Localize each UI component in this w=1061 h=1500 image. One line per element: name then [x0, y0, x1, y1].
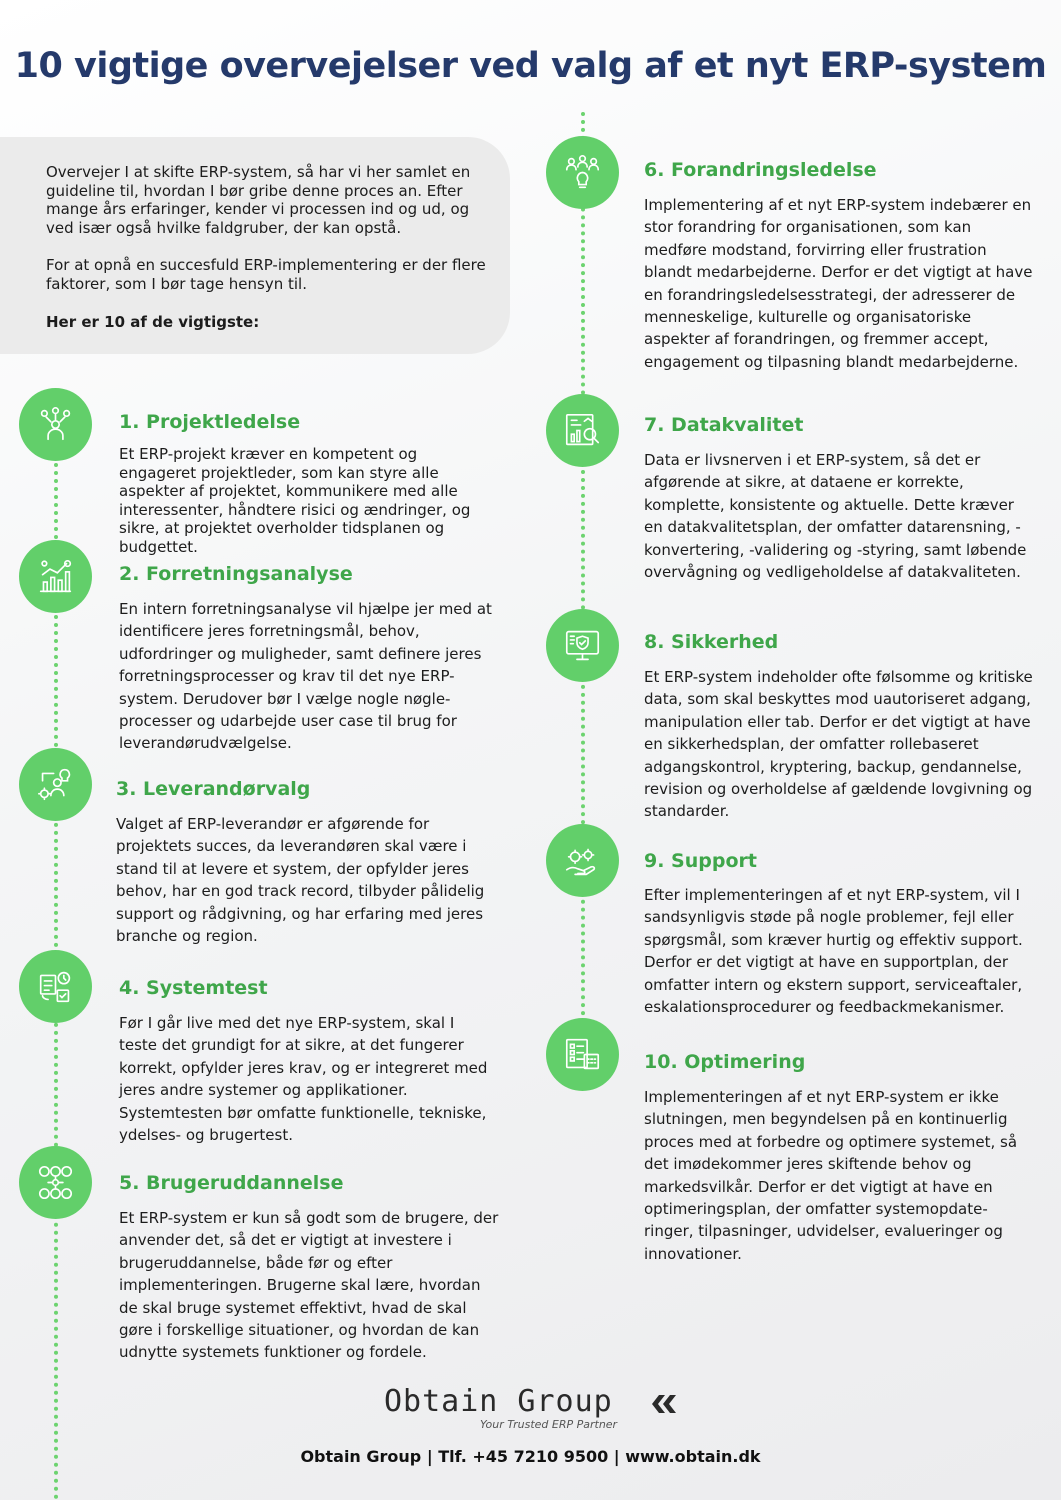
item-10-heading: 10. Optimering — [644, 1051, 806, 1073]
item-5-body: Et ERP-system er kun så godt som de brugere, der anvender det, så det er vigtigt at investere i brugeruddannelse, både før og efter implementeringen. Brugerne skal lære, hvordan de skal bruge systemet effektivt, hvad de skal gøre i forskellige situationer, og hvordan de kan udnytte systemets funktioner og fordele. — [119, 1209, 499, 1362]
user-network-icon — [19, 1146, 92, 1219]
item-7-heading: 7. Datakvalitet — [644, 414, 804, 436]
item-6-body: Implementering af et nyt ERP-system indebærer en stor forandring for organisationen, som kan medføre modstand, forvirring eller frustration blandt medarbejderne. Derfor er det vigtigt at have en forandringsledelsesstrategi, der adresserer de menneskelige, kulturelle og organisatoriske aspekter af forandringen, og fremmer accept, engagement og tilpasning blandt medarbejderne. — [644, 196, 1033, 371]
planning-board-icon — [546, 1018, 619, 1091]
item-4-body: Før I går live med det nye ERP-system, skal I teste det grundigt for at sikre, at det fungerer korrekt, opfylder jeres krav, og er integreret med jeres andre systemer og applikationer. Systemtesten bør omfatte funktionelle, tekniske, ydelses- og brugertest. — [119, 1014, 488, 1145]
checklist-cycle-icon — [19, 950, 92, 1023]
logo-mark-icon — [650, 1392, 678, 1416]
item-9-heading: 9. Support — [644, 850, 757, 872]
secure-monitor-icon — [546, 609, 619, 682]
item-6-heading: 6. Forandringsledelse — [644, 159, 877, 181]
item-9-body: Efter implementeringen af et nyt ERP-system, vil I sandsynligvis støde på nogle problemer, fejl eller spørgsmål, som kræver hurtig og effektiv support. Derfor er det vigtigt at have en supportplan, der omfatter intern og ekstern support, serviceaftaler, eskalationsprocedurer og feedbackmekanismer. — [644, 886, 1023, 1017]
item-3-body: Valget af ERP-leverandør er afgørende for projektets succes, da leverandøren skal være i stand til at levere et system, der opfylder jeres behov, har en god track record, tilbyder pålidelig support og rådgivning, og har erfaring med jeres branche og region. — [116, 815, 485, 946]
item-2-heading: 2. Forretningsanalyse — [119, 563, 353, 585]
item-1-heading: 1. Projektledelse — [119, 411, 301, 433]
item-7-body: Data er livsnerven i et ERP-system, så det er afgørende at sikre, at dataene er korrekte, komplette, konsistente og aktuelle. Dette kræver en datakvalitetsplan, der omfatter datarensning, -konvertering, -validering og -styring, samt løbende overvågning og vedligeholdelse af datakvaliteten. — [644, 451, 1027, 582]
timeline-right — [581, 112, 585, 1072]
vendor-selection-icon — [19, 748, 92, 821]
footer-contact: Obtain Group | Tlf. +45 7210 9500 | www.obtain.dk — [300, 1447, 761, 1466]
logo-tagline: Your Trusted ERP Partner — [480, 1418, 618, 1431]
item-8-heading: 8. Sikkerhed — [644, 631, 779, 653]
project-manager-icon — [19, 388, 92, 461]
data-analysis-icon — [546, 394, 619, 467]
item-5-heading: 5. Brugeruddannelse — [119, 1172, 344, 1194]
support-gears-icon — [546, 824, 619, 897]
page-title: 10 vigtige overvejelser ved valg af et nyt ERP-system — [14, 46, 1047, 86]
item-1-body: Et ERP-projekt kræver en kompetent og engageret projektleder, som kan styre alle aspekter af projektet, kommunikere med alle interessenter, håndtere risici og ændringer, og sikre, at projektet overholder tidsplanen og budgettet. — [119, 445, 471, 556]
intro-box — [0, 137, 510, 354]
item-8-body: Et ERP-system indeholder ofte følsomme og kritiske data, som skal beskyttes mod uautoriseret adgang, manipulation eller tab. Derfor er det vigtigt at have en sikkerhedsplan, der omfatter rollebaseret adgangskontrol, kryptering, backup, gendannelse, revision og overholdelse af gældende lovgivning og standarder. — [644, 668, 1033, 821]
growth-chart-icon — [19, 540, 92, 613]
team-idea-icon — [546, 136, 619, 209]
company-logo — [384, 1384, 684, 1432]
item-4-heading: 4. Systemtest — [119, 977, 268, 999]
intro-paragraph-1: Overvejer I at skifte ERP-system, så har vi her samlet en guideline til, hvordan I bør gribe denne proces an. Efter mange års erfaringer, kender vi processen ind og ud, og ved især også hvilke faldgruber, der kan opstå. — [46, 163, 471, 237]
item-10-body: Implementeringen af et nyt ERP-system er ikke slutningen, men begyndelsen på en kontinuerlig proces med at forbedre og optimere systemet, så det imødekommer jeres skiftende behov og markedsvilkår. Derfor er det vigtigt at have en optimeringsplan, der omfatter systemopdate-ringer, tilpasninger, udvidelser, evalueringer og innovationer. — [644, 1088, 1018, 1263]
intro-paragraph-2: For at opnå en succesfuld ERP-implementering er der flere faktorer, som I bør tage hensyn til. — [46, 256, 486, 293]
logo-name: Obtain Group — [384, 1384, 613, 1419]
intro-paragraph-3: Her er 10 af de vigtigste: — [46, 313, 260, 331]
item-3-heading: 3. Leverandørvalg — [116, 778, 311, 800]
item-2-body: En intern forretningsanalyse vil hjælpe jer med at identificere jeres forretningsmål, behov, udfordringer og muligheder, samt definere jeres forretningsprocesser og krav til det nye ERP-system. Derudover bør I vælge nogle nøgle-processer og udarbejde user case til brug for leverandørudvælgelse. — [119, 600, 492, 753]
